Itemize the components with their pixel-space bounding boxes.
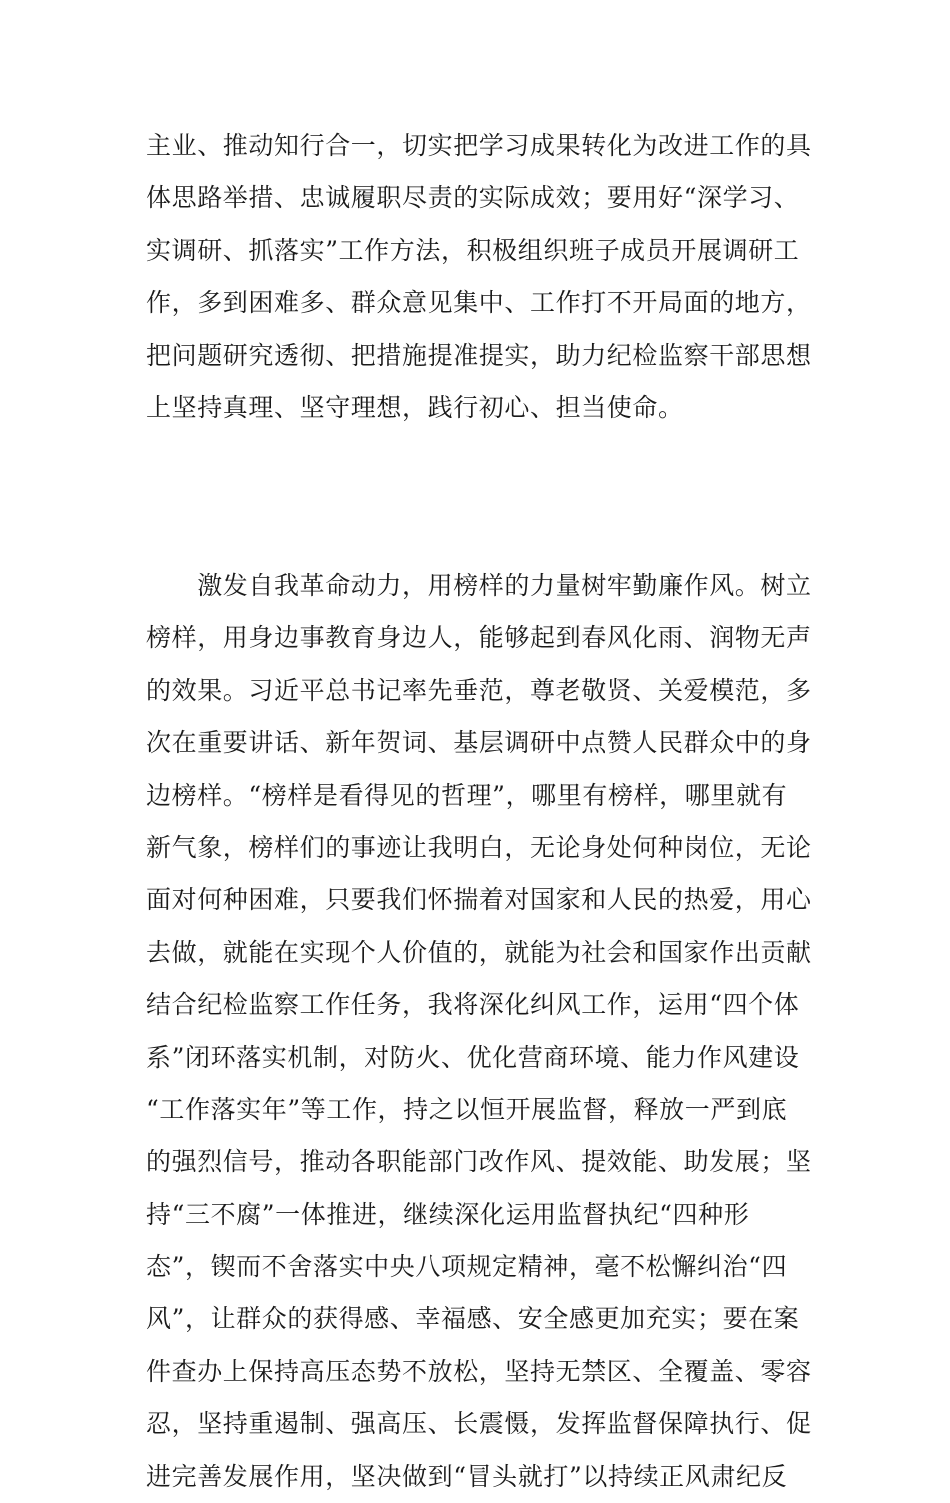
paragraph-line: 的强烈信号，推动各职能部门改作风、提效能、助发展；坚 xyxy=(146,1147,812,1177)
paragraph-line: 边榜样。“榜样是看得见的哲理”，哪里有榜样，哪里就有 xyxy=(146,780,788,810)
paragraph-line: 去做，就能在实现个人价值的，就能为社会和国家作出贡献 xyxy=(146,937,812,967)
paragraph-line: 风”，让群众的获得感、幸福感、安全感更加充实；要在案 xyxy=(146,1304,800,1334)
paragraph-line: 持“三不腐”一体推进，继续深化运用监督执纪“四种形 xyxy=(146,1199,750,1229)
paragraph-line: 面对何种困难，只要我们怀揣着对国家和人民的热爱，用心 xyxy=(146,885,812,915)
paragraph-line: 把问题研究透彻、把措施提准提实，助力纪检监察干部思想 xyxy=(146,340,812,370)
paragraph-line: 新气象，榜样们的事迹让我明白，无论身处何种岗位，无论 xyxy=(146,832,812,862)
paragraph-line: “工作落实年”等工作，持之以恒开展监督，释放一严到底 xyxy=(146,1094,788,1124)
paragraph-line: 作，多到困难多、群众意见集中、工作打不开局面的地方， xyxy=(146,288,812,318)
paragraph-line: 榜样，用身边事教育身边人，能够起到春风化雨、润物无声 xyxy=(146,623,812,653)
paragraph-line: 忍，坚持重遏制、强高压、长震慑，发挥监督保障执行、促 xyxy=(146,1409,812,1439)
paragraph-line: 结合纪检监察工作任务，我将深化纠风工作，运用“四个体 xyxy=(146,990,800,1020)
paragraph-line: 件查办上保持高压态势不放松，坚持无禁区、全覆盖、零容 xyxy=(146,1356,812,1386)
paragraph-line: 的效果。习近平总书记率先垂范，尊老敬贤、关爱模范，多 xyxy=(146,675,812,705)
paragraph-line: 激发自我革命动力，用榜样的力量树牢勤廉作风。树立 xyxy=(146,571,812,600)
paragraph-line: 系”闭环落实机制，对防火、优化营商环境、能力作风建设 xyxy=(146,1042,800,1072)
paragraph-line: 体思路举措、忠诚履职尽责的实际成效；要用好“深学习、 xyxy=(146,183,800,213)
paragraph-line: 实调研、抓落实”工作方法，积极组织班子成员开展调研工 xyxy=(146,235,800,265)
paragraph-2 xyxy=(146,560,816,1503)
paragraph-line: 上坚持真理、坚守理想，践行初心、担当使命。 xyxy=(146,392,684,422)
paragraph-line: 次在重要讲话、新年贺词、基层调研中点赞人民群众中的身 xyxy=(146,728,812,758)
paragraph-line: 进完善发展作用，坚决做到“冒头就打”以持续正风肃纪反 xyxy=(146,1461,788,1491)
paragraph-line: 主业、推动知行合一，切实把学习成果转化为改进工作的具 xyxy=(146,131,812,160)
paragraph-1 xyxy=(146,120,816,434)
paragraph-line: 态”，锲而不舍落实中央八项规定精神，毫不松懈纠治“四 xyxy=(146,1252,788,1282)
